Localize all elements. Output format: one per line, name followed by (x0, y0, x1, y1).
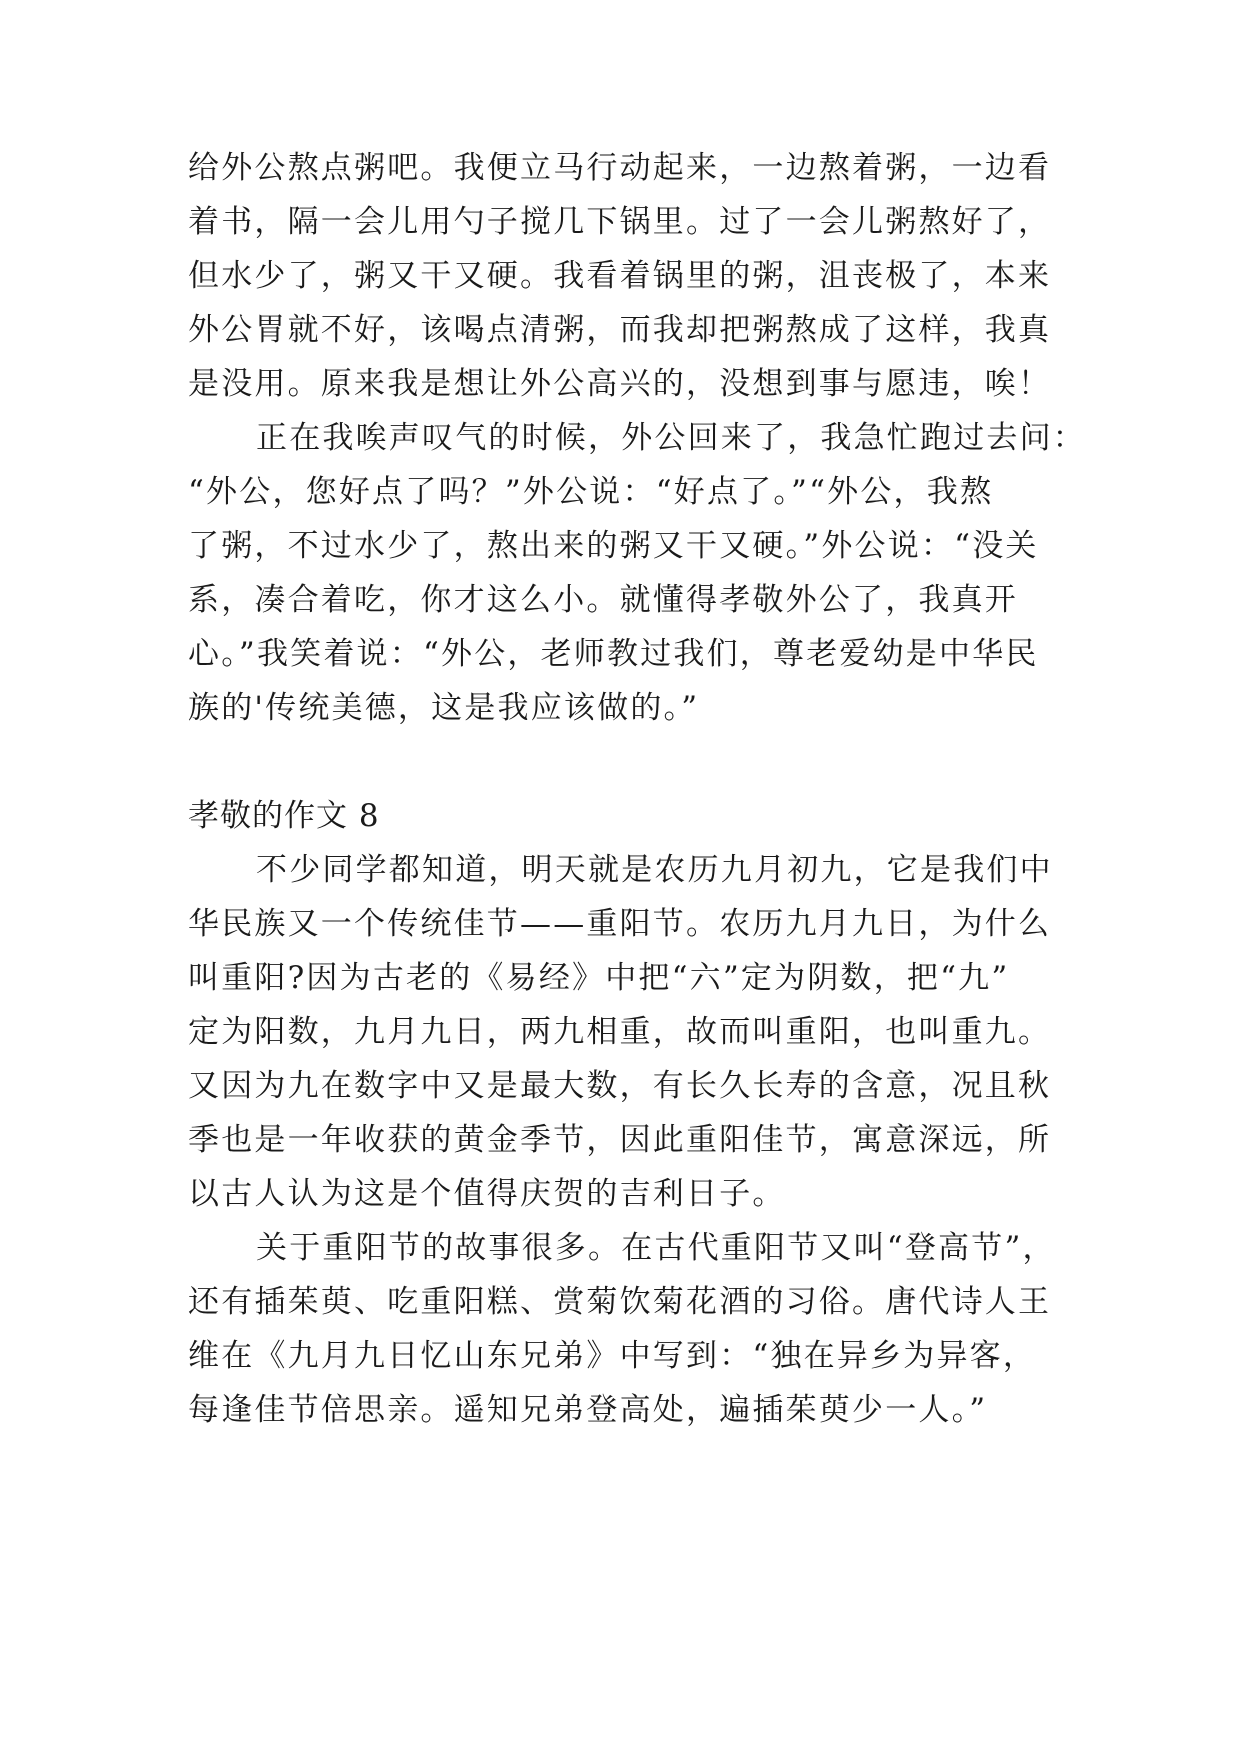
text-line: 不少同学都知道，明天就是农历九月初九，它是我们中 (256, 852, 1053, 888)
text-line: 心。”我笑着说：“外公，老师教过我们，尊老爱幼是中华民 (188, 636, 1039, 672)
text-line: 华民族又一个传统佳节——重阳节。农历九月九日，为什么 (188, 906, 1052, 942)
text-line: 又因为九在数字中又是最大数，有长久长寿的含意，况且秋 (188, 1068, 1052, 1104)
text-line: 但水少了，粥又干又硬。我看着锅里的粥，沮丧极了，本来 (188, 258, 1052, 294)
text-line: 外公胃就不好，该喝点清粥，而我却把粥熬成了这样，我真 (188, 312, 1052, 348)
text-line: 叫重阳?因为古老的《易经》中把“六”定为阴数，把“九” (188, 960, 1010, 996)
text-line: 系，凑合着吃，你才这么小。就懂得孝敬外公了，我真开 (188, 582, 1018, 618)
text-line: 了粥，不过水少了，熬出来的粥又干又硬。”外公说：“没关 (188, 528, 1039, 564)
text-line: 维在《九月九日忆山东兄弟》中写到：“独在异乡为异客， (188, 1338, 1037, 1374)
text-line: 是没用。原来我是想让外公高兴的，没想到事与愿违，唉！ (188, 366, 1052, 402)
text-line: 以古人认为这是个值得庆贺的吉利日子。 (188, 1176, 786, 1212)
text-line: 族的'传统美德，这是我应该做的。” (188, 690, 700, 726)
text-line: 正在我唉声叹气的时候，外公回来了，我急忙跑过去问： (256, 420, 1086, 456)
text-line: “外公，您好点了吗？”外公说：“好点了。”“外公，我熬 (188, 474, 994, 510)
text-line: 着书，隔一会儿用勺子搅几下锅里。过了一会儿粥熬好了， (188, 204, 1052, 240)
text-line: 给外公熬点粥吧。我便立马行动起来，一边熬着粥，一边看 (188, 150, 1052, 186)
section-heading: 孝敬的作文 8 (188, 798, 380, 834)
text-line: 关于重阳节的故事很多。在古代重阳节又叫“登高节”， (256, 1230, 1056, 1266)
text-line: 季也是一年收获的黄金季节，因此重阳佳节，寓意深远，所 (188, 1122, 1052, 1158)
text-line: 定为阳数，九月九日，两九相重，故而叫重阳，也叫重九。 (188, 1014, 1052, 1050)
text-line: 每逢佳节倍思亲。遥知兄弟登高处，遍插茱萸少一人。” (188, 1392, 988, 1428)
text-line: 还有插茱萸、吃重阳糕、赏菊饮菊花酒的习俗。唐代诗人王 (188, 1284, 1052, 1320)
